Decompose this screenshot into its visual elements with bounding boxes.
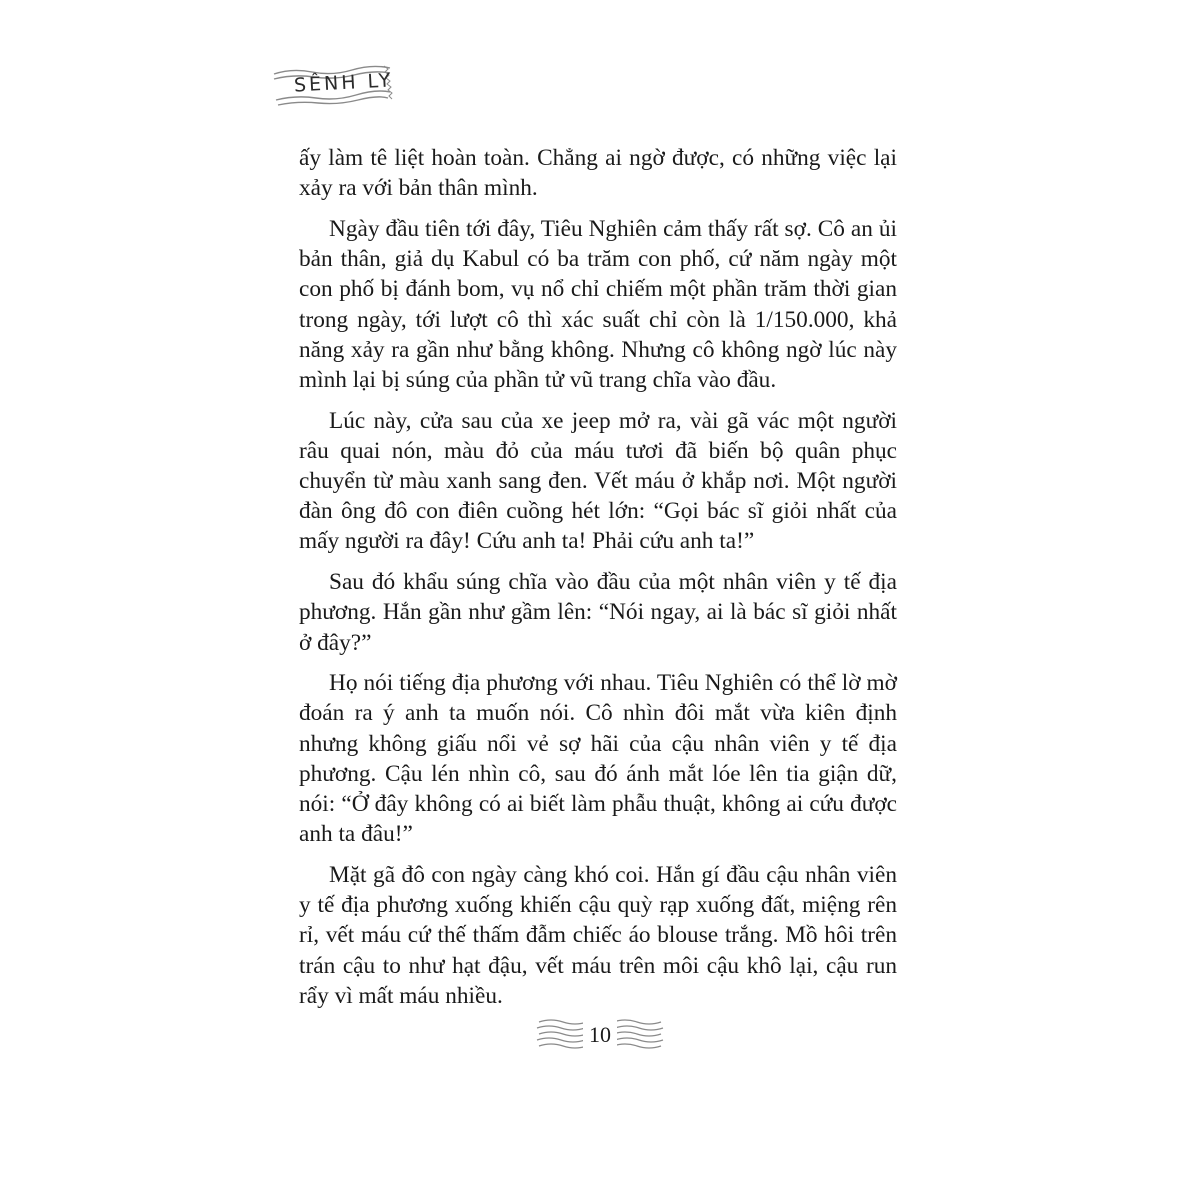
- running-title: SÊNH LY: [293, 69, 394, 97]
- paragraph: Lúc này, cửa sau của xe jeep mở ra, vài gã vác một người râu quai nón, màu đỏ của máu tươi đã biến bộ quân phục chuyển từ màu xanh sang đen. Vết máu ở khắp nơi. Một người đàn ông đô con điên cuồng hét lớn: “Gọi bác sĩ giỏi nhất của mấy người ra đây! Cứu anh ta! Phải cứu anh ta!”: [299, 407, 897, 555]
- paragraph: Mặt gã đô con ngày càng khó coi. Hắn gí đầu cậu nhân viên y tế địa phương xuống khiến cậu quỳ rạp xuống đất, miệng rên rỉ, vết máu cứ thế thấm đẫm chiếc áo blouse trắng. Mồ hôi trên trán cậu to như hạt đậu, vết máu trên môi cậu khô lại, cậu run rẩy vì mất máu nhiều.: [299, 861, 897, 1009]
- running-title-stamp: [272, 62, 394, 112]
- paragraph: Ngày đầu tiên tới đây, Tiêu Nghiên cảm thấy rất sợ. Cô an ủi bản thân, giả dụ Kabul có ba trăm con phố, cứ năm ngày một con phố bị đánh bom, vụ nổ chỉ chiếm một phần trăm thời gian trong ngày, tới lượt cô thì xác suất chỉ còn là 1/150.000, khả năng xảy ra gần như bằng không. Nhưng cô không ngờ lúc này mình lại bị súng của phần tử vũ trang chĩa vào đầu.: [299, 215, 897, 393]
- page-number: 10: [589, 1022, 611, 1047]
- body-text: [299, 143, 897, 1021]
- paragraph: ấy làm tê liệt hoàn toàn. Chẳng ai ngờ được, có những việc lại xảy ra với bản thân mình.: [299, 145, 897, 202]
- paragraph: Sau đó khẩu súng chĩa vào đầu của một nhân viên y tế địa phương. Hắn gần như gầm lên: “Nói ngay, ai là bác sĩ giỏi nhất ở đây?”: [299, 569, 897, 656]
- paragraph: Họ nói tiếng địa phương với nhau. Tiêu Nghiên có thể lờ mờ đoán ra ý anh ta muốn nói. Cô nhìn đôi mắt vừa kiên định nhưng không giấu nổi vẻ sợ hãi của cậu nhân viên y tế địa phương. Cậu lén nhìn cô, sau đó ánh mắt lóe lên tia giận dữ, nói: “Ở đây không có ai biết làm phẫu thuật, không ai cứu được anh ta đâu!”: [299, 670, 897, 848]
- page-number-stamp: [533, 1010, 667, 1060]
